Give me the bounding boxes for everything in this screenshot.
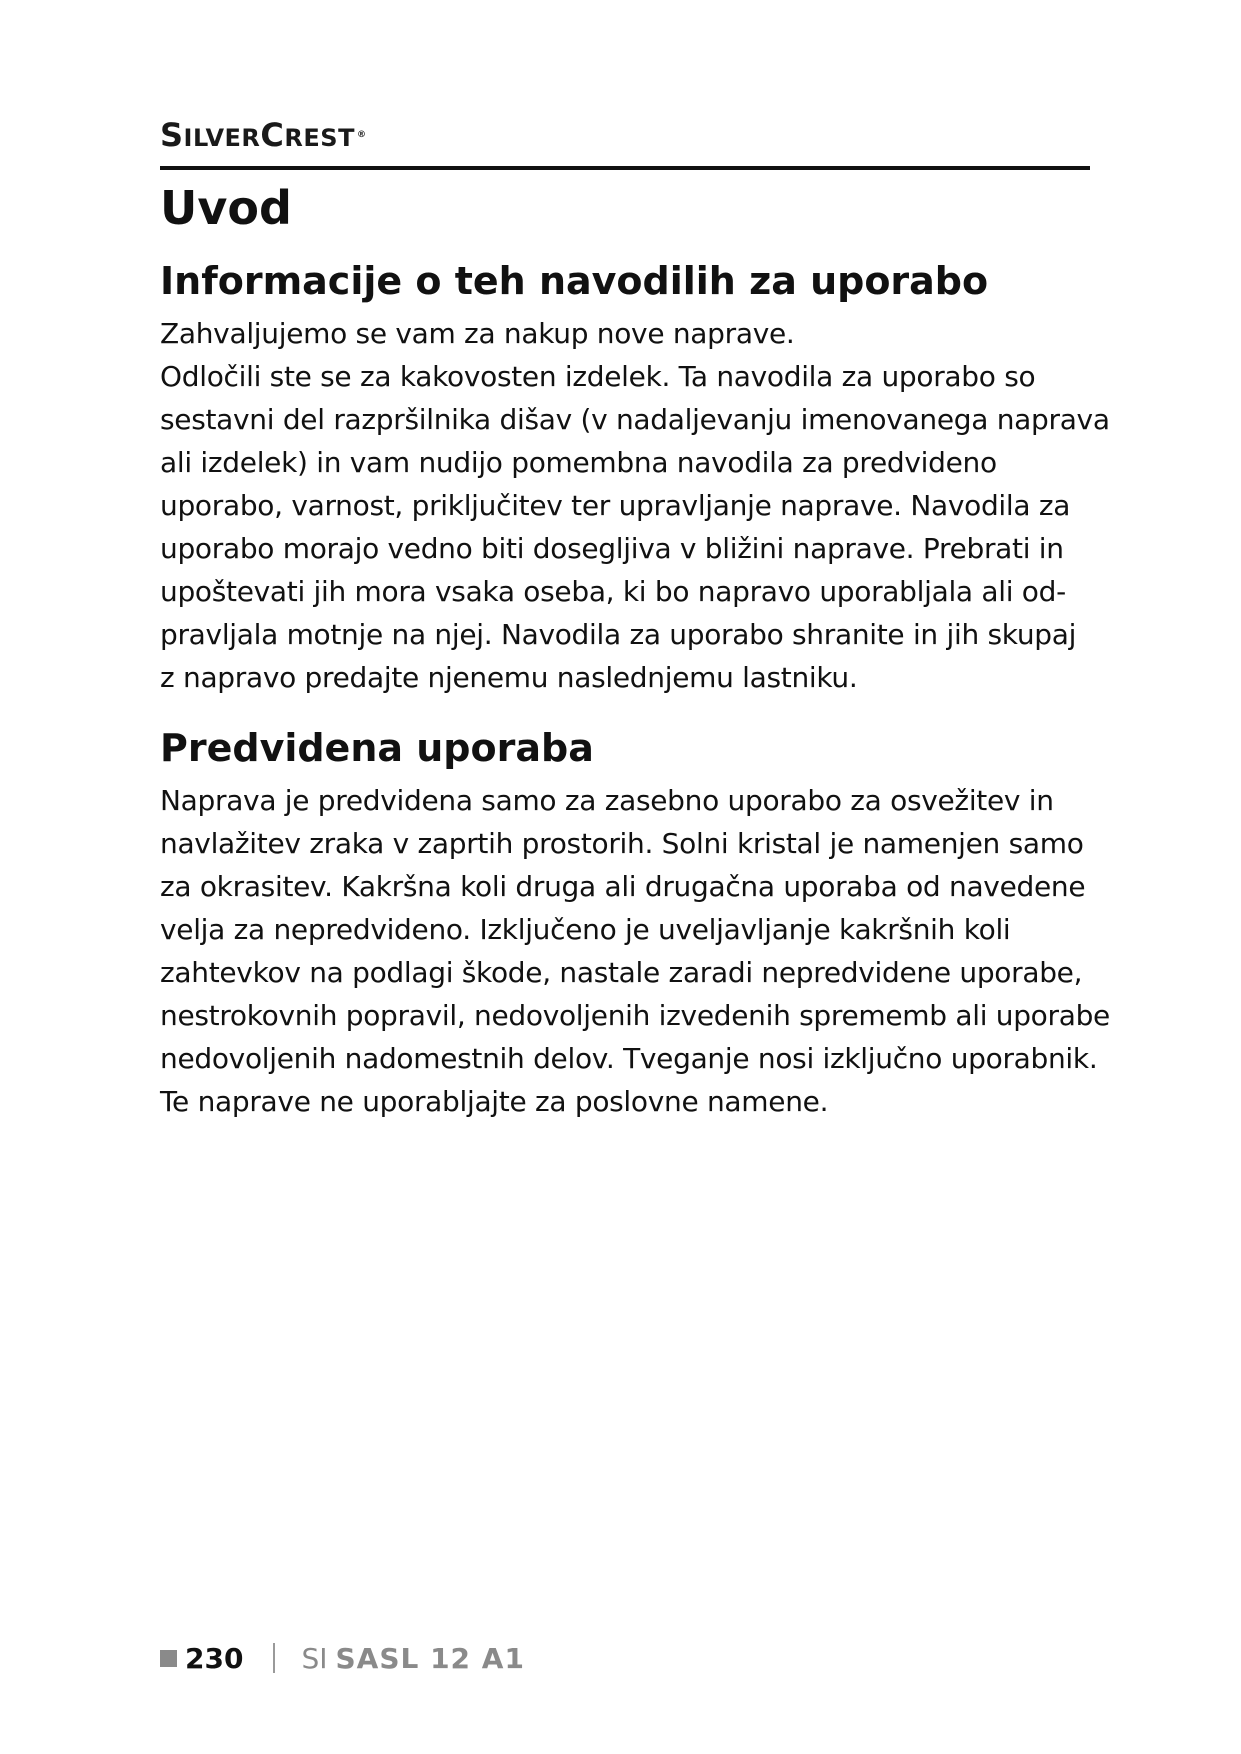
section-heading-info: Informacije o teh navodilih za uporabo — [160, 259, 989, 303]
section-body-info — [160, 312, 1110, 699]
page-footer — [160, 1638, 525, 1678]
manual-page — [160, 116, 1110, 1123]
text-line: zahtevkov na podlagi škode, nastale zaradi nepredvidene uporabe, — [160, 956, 1083, 989]
text-line: Zahvaljujemo se vam za nakup nove naprave. — [160, 317, 795, 350]
page-number: 230 — [185, 1641, 244, 1675]
text-line: nestrokovnih popravil, nedovoljenih izvedenih sprememb ali uporabe — [160, 999, 1110, 1032]
text-line: velja za nepredvideno. Izključeno je uveljavljanje kakršnih koli — [160, 913, 1011, 946]
text-line: nedovoljenih nadomestnih delov. Tveganje nosi izključno uporabnik. — [160, 1042, 1098, 1075]
text-line: Naprava je predvidena samo za zasebno uporabo za osvežitev in — [160, 784, 1054, 817]
text-line: za okrasitev. Kakršna koli druga ali drugačna uporaba od navedene — [160, 870, 1086, 903]
page-title: Uvod — [160, 181, 292, 235]
text-line: ali izdelek) in vam nudijo pomembna navodila za predvideno — [160, 446, 997, 479]
section-body-intended-use — [160, 779, 1110, 1123]
text-line: upoštevati jih mora vsaka oseba, ki bo napravo uporabljala ali od- — [160, 575, 1066, 608]
text-line: Te naprave ne uporabljajte za poslovne namene. — [160, 1085, 829, 1118]
model-number: SASL 12 A1 — [335, 1641, 525, 1675]
text-line: Odločili ste se za kakovosten izdelek. Ta navodila za uporabo so — [160, 360, 1036, 393]
text-line: sestavni del razpršilnika dišav (v nadaljevanju imenovanega naprava — [160, 403, 1110, 436]
header-rule — [160, 166, 1090, 170]
text-line: pravljala motnje na njej. Navodila za uporabo shranite in jih skupaj — [160, 618, 1077, 651]
text-line: uporabo morajo vedno biti dosegljiva v bližini naprave. Prebrati in — [160, 532, 1064, 565]
language-code: SI — [301, 1641, 328, 1675]
square-marker-icon — [160, 1650, 177, 1667]
brand-logo: SILVERCREST ® — [160, 116, 367, 154]
section-heading-intended-use: Predvidena uporaba — [160, 726, 594, 770]
footer-divider — [273, 1643, 275, 1673]
text-line: uporabo, varnost, priključitev ter upravljanje naprave. Navodila za — [160, 489, 1071, 522]
text-line: navlažitev zraka v zaprtih prostorih. Solni kristal je namenjen samo — [160, 827, 1084, 860]
text-line: z napravo predajte njenemu naslednjemu lastniku. — [160, 661, 858, 694]
